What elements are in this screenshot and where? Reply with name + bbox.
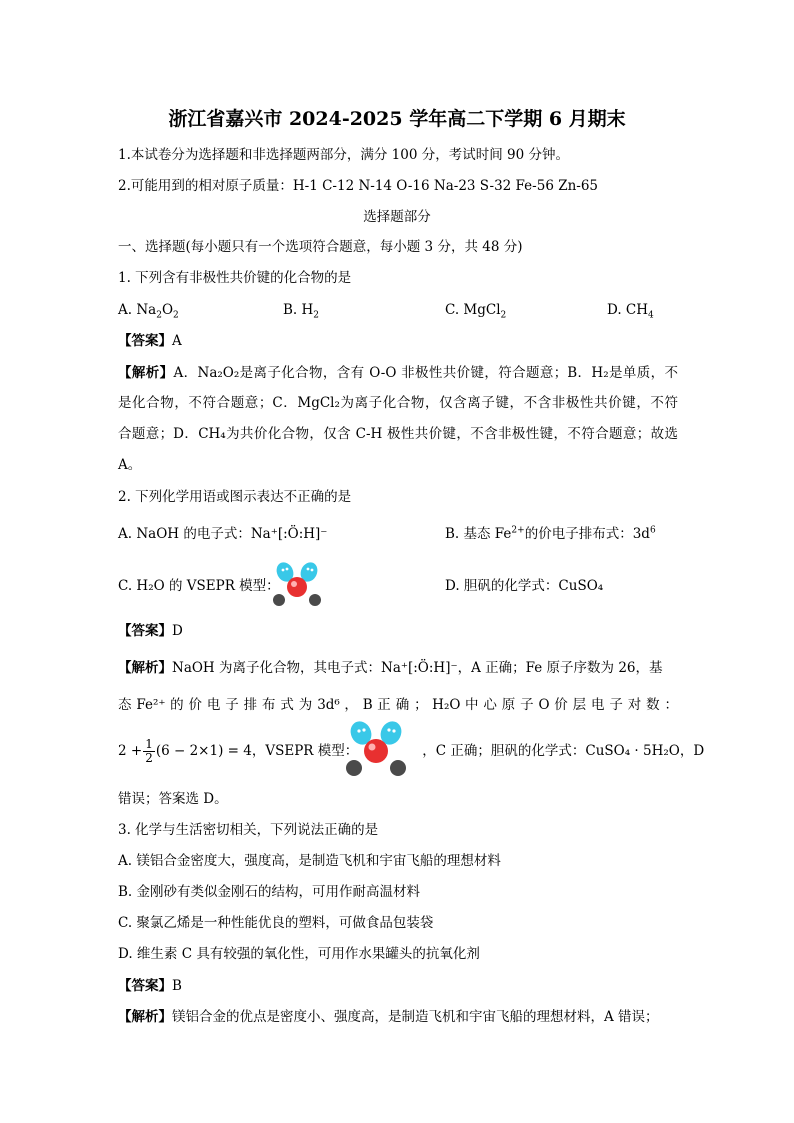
q1-analysis-line-1: 【解析】A．Na₂O₂是离子化合物，含有 O-O 非极性共价键，符合题意；B．H₂是单质，不 (118, 365, 678, 381)
q3-option-b: B. 金刚砂有类似金刚石的结构，可用作耐高温材料 (118, 884, 421, 900)
q1-option-a: A. $Na_2O_2$ (118, 302, 179, 321)
note-1: 1.本试卷分为选择题和非选择题两部分，满分 100 分，考试时间 90 分钟。 (118, 147, 569, 163)
q1-option-c: C. MgCl$_2$ (445, 302, 507, 321)
part-heading: 一、选择题(每小题只有一个选项符合题意，每小题 3 分，共 48 分) (118, 239, 523, 255)
q2-stem: 2. 下列化学用语或图示表达不正确的是 (118, 489, 352, 505)
q2-answer-value: D (172, 623, 183, 639)
q2-option-d: D. 胆矾的化学式：CuSO₄ (445, 578, 604, 594)
q1-stem: 1. 下列含有非极性共价键的化合物的是 (118, 270, 352, 286)
q2-option-b: B. 基态 $Fe^{2+}$的价电子排布式：$3d^6$ (445, 525, 656, 542)
q1-analysis-line-4: A。 (118, 457, 142, 473)
q2-analysis-line-2: 态 Fe²⁺ 的 价 电 子 排 布 式 为 3d⁶ ， B 正 确 ； H₂O 中 心 原 子 O 价 层 电 子 对 数 ： (118, 697, 678, 713)
q1-answer-value: A (172, 333, 182, 349)
answer-label: 【答案】 (118, 333, 172, 349)
q2-option-c: C. H₂O 的 VSEPR 模型： (118, 578, 280, 594)
water-vsepr-model-small-icon (268, 558, 326, 610)
q1-answer (118, 331, 182, 351)
q1-option-d: D. $CH_4$ (607, 302, 654, 321)
q3-answer: 【答案】B (118, 978, 182, 994)
q3-stem: 3. 化学与生活密切相关，下列说法正确的是 (118, 822, 379, 838)
q1-option-b: B. $H_2$ (283, 302, 320, 321)
q2-analysis-line-1: 【解析】NaOH 为离子化合物，其电子式：Na⁺[:Ö:H]⁻，A 正确；Fe 原子序数为 26，基 (118, 660, 663, 676)
water-vsepr-model-large-icon (342, 718, 410, 780)
q2-answer: 【答案】D (118, 623, 183, 639)
q1-analysis-line-2: 是化合物，不符合题意；C．MgCl₂为离子化合物，仅含离子键，不含非极性共价键，不符 (118, 395, 678, 411)
analysis-label: 【解析】 (118, 365, 174, 381)
document-title: 浙江省嘉兴市 2024-2025 学年高二下学期 6 月期末 (168, 108, 626, 130)
q3-answer-value: B (172, 978, 182, 994)
q1-analysis-line-3: 合题意；D．CH₄为共价化合物，仅含 C-H 极性共价键，不含非极性键，不符合题意；故选 (118, 426, 678, 442)
note-2: 2.可能用到的相对原子质量：H-1 C-12 N-14 O-16 Na-23 S-32 Fe-56 Zn-65 (118, 178, 599, 194)
q3-option-c: C. 聚氯乙烯是一种性能优良的塑料，可做食品包装袋 (118, 915, 434, 931)
q2-analysis-line-3: 2 + $\frac{1}{2}$ (6 − 2×1) = 4，VSEPR 模型： ，C 正确；胆矾的化学式：CuSO₄ · 5H₂O，D (118, 737, 705, 765)
q3-option-d: D. 维生素 C 具有较强的氧化性，可用作水果罐头的抗氧化剂 (118, 946, 480, 962)
fraction-one-half: $\frac{1}{2}$ (145, 737, 153, 765)
section-title: 选择题部分 (363, 209, 431, 225)
q2-analysis-line-4: 错误；答案选 D。 (118, 791, 228, 807)
q3-analysis-line-1: 【解析】镁铝合金的优点是密度小、强度高，是制造飞机和宇宙飞船的理想材料，A 错误； (118, 1009, 659, 1025)
naoh-electron-formula: Na⁺[:Ö:H]⁻ (250, 526, 328, 542)
q3-option-a: A. 镁铝合金密度大，强度高，是制造飞机和宇宙飞船的理想材料 (118, 853, 501, 869)
q2-option-a: A. NaOH 的电子式：Na⁺[:Ö:H]⁻ (118, 526, 328, 542)
